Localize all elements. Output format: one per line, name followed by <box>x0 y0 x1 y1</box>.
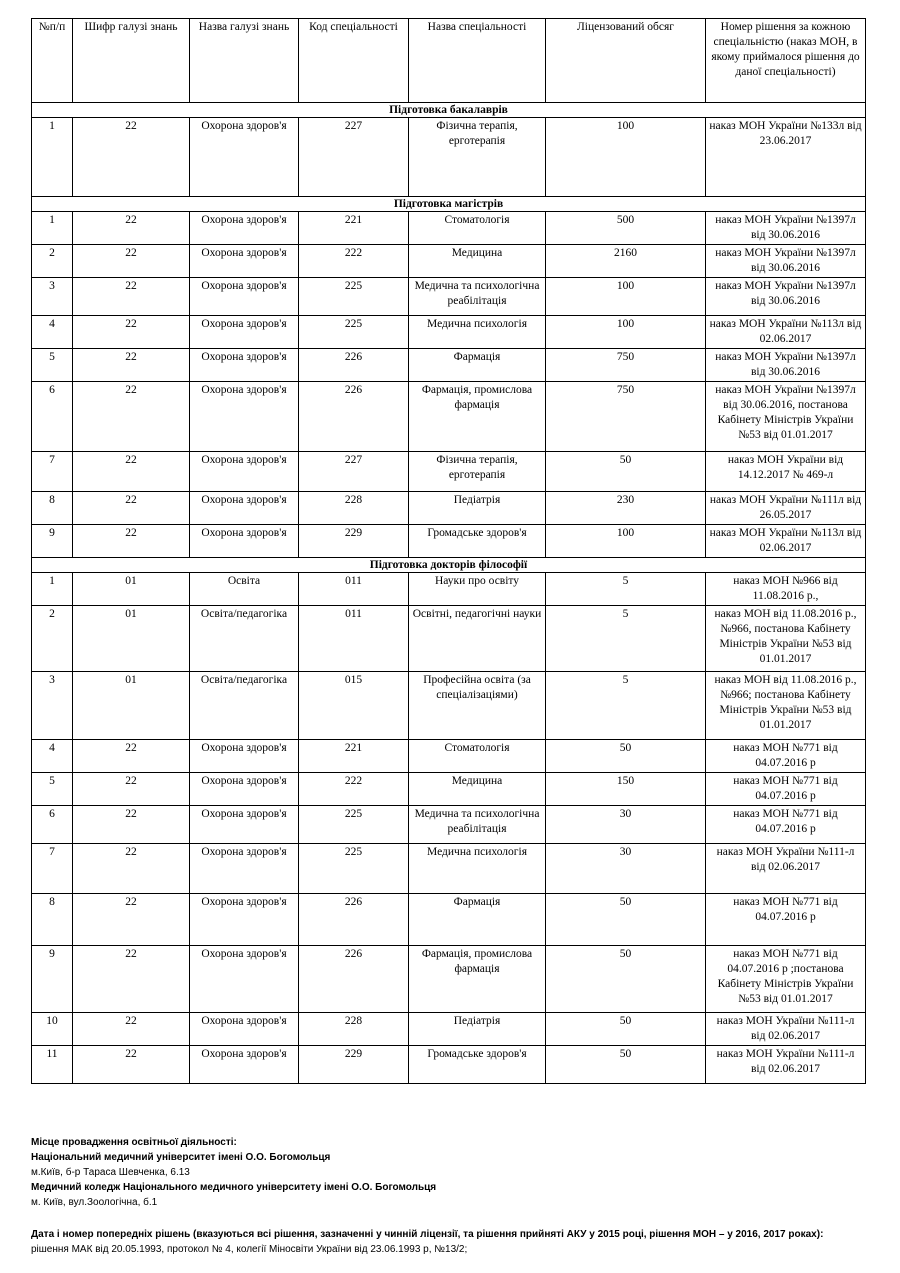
cell-row-number: 8 <box>32 894 73 946</box>
cell-licensed-volume: 100 <box>546 278 706 316</box>
section-row <box>32 558 866 573</box>
table-row <box>32 382 866 452</box>
cell-field-code: 22 <box>73 740 190 773</box>
cell-decision-number: наказ МОН України №113л від 02.06.2017 <box>706 316 866 349</box>
table-row <box>32 349 866 382</box>
cell-row-number: 2 <box>32 606 73 672</box>
cell-row-number: 1 <box>32 118 73 197</box>
table-row <box>32 492 866 525</box>
cell-field-name: Охорона здоров'я <box>190 212 299 245</box>
cell-row-number: 4 <box>32 740 73 773</box>
cell-licensed-volume: 500 <box>546 212 706 245</box>
cell-field-code: 22 <box>73 245 190 278</box>
cell-specialty-name: Медична та психологічна реабілітація <box>409 278 546 316</box>
cell-field-code: 22 <box>73 806 190 844</box>
cell-specialty-name: Фармація <box>409 349 546 382</box>
cell-licensed-volume: 5 <box>546 672 706 740</box>
cell-licensed-volume: 50 <box>546 1013 706 1046</box>
cell-field-name: Охорона здоров'я <box>190 1013 299 1046</box>
cell-licensed-volume: 230 <box>546 492 706 525</box>
table-row <box>32 806 866 844</box>
cell-row-number: 5 <box>32 773 73 806</box>
cell-specialty-code: 225 <box>299 806 409 844</box>
cell-specialty-code: 228 <box>299 1013 409 1046</box>
cell-row-number: 7 <box>32 844 73 894</box>
cell-field-name: Охорона здоров'я <box>190 806 299 844</box>
cell-field-code: 01 <box>73 672 190 740</box>
cell-decision-number: наказ МОН від 11.08.2016 р., №966, постанова Кабінету Міністрів України №53 від 01.01.2017 <box>706 606 866 672</box>
cell-specialty-name: Фізична терапія, ерготерапія <box>409 118 546 197</box>
cell-row-number: 2 <box>32 245 73 278</box>
cell-field-code: 22 <box>73 212 190 245</box>
cell-specialty-name: Педіатрія <box>409 1013 546 1046</box>
cell-field-name: Охорона здоров'я <box>190 278 299 316</box>
cell-field-name: Освіта/педагогіка <box>190 606 299 672</box>
header-field-name: Назва галузі знань <box>190 19 299 103</box>
cell-specialty-name: Громадське здоров'я <box>409 525 546 558</box>
cell-decision-number: наказ МОН України №111-л від 02.06.2017 <box>706 1046 866 1084</box>
table-row <box>32 773 866 806</box>
cell-decision-number: наказ МОН №966 від 11.08.2016 р., <box>706 573 866 606</box>
university-name: Національний медичний університет імені О.О. Богомольця <box>31 1152 331 1163</box>
cell-licensed-volume: 750 <box>546 382 706 452</box>
previous-decisions-text: рішення МАК від 20.05.1993, протокол № 4, колегії Міносвіти України від 23.06.1993 р, №13/2; <box>31 1244 468 1255</box>
cell-row-number: 6 <box>32 382 73 452</box>
cell-field-name: Охорона здоров'я <box>190 1046 299 1084</box>
cell-field-code: 22 <box>73 773 190 806</box>
cell-field-name: Освіта/педагогіка <box>190 672 299 740</box>
place-label: Місце провадження освітньої діяльності: <box>31 1137 237 1148</box>
table-row <box>32 1046 866 1084</box>
table-row <box>32 573 866 606</box>
cell-decision-number: наказ МОН України №1397л від 30.06.2016 <box>706 245 866 278</box>
table-header-row <box>32 19 866 103</box>
table-row <box>32 844 866 894</box>
cell-specialty-name: Професійна освіта (за спеціалізаціями) <box>409 672 546 740</box>
cell-licensed-volume: 150 <box>546 773 706 806</box>
cell-field-code: 22 <box>73 844 190 894</box>
cell-specialty-name: Медична психологія <box>409 844 546 894</box>
cell-row-number: 1 <box>32 573 73 606</box>
cell-specialty-name: Громадське здоров'я <box>409 1046 546 1084</box>
cell-row-number: 3 <box>32 672 73 740</box>
cell-row-number: 11 <box>32 1046 73 1084</box>
cell-specialty-code: 222 <box>299 245 409 278</box>
footer <box>31 1135 881 1257</box>
table-row <box>32 212 866 245</box>
table-row <box>32 525 866 558</box>
table-row <box>32 894 866 946</box>
cell-decision-number: наказ МОН №771 від 04.07.2016 р <box>706 740 866 773</box>
cell-field-code: 22 <box>73 316 190 349</box>
cell-specialty-code: 228 <box>299 492 409 525</box>
cell-specialty-code: 221 <box>299 212 409 245</box>
cell-row-number: 8 <box>32 492 73 525</box>
cell-field-name: Охорона здоров'я <box>190 740 299 773</box>
cell-field-code: 22 <box>73 1046 190 1084</box>
cell-decision-number: наказ МОН України №1397л від 30.06.2016 <box>706 212 866 245</box>
table-row <box>32 245 866 278</box>
cell-field-code: 22 <box>73 118 190 197</box>
cell-licensed-volume: 100 <box>546 316 706 349</box>
cell-field-code: 22 <box>73 278 190 316</box>
cell-licensed-volume: 100 <box>546 525 706 558</box>
table-row <box>32 606 866 672</box>
cell-specialty-code: 227 <box>299 118 409 197</box>
cell-decision-number: наказ МОН України №111л від 26.05.2017 <box>706 492 866 525</box>
cell-specialty-code: 227 <box>299 452 409 492</box>
cell-decision-number: наказ МОН України №1397л від 30.06.2016, постанова Кабінету Міністрів України №53 від 01.01.2017 <box>706 382 866 452</box>
cell-decision-number: наказ МОН України №1397л від 30.06.2016 <box>706 349 866 382</box>
table-row <box>32 672 866 740</box>
cell-row-number: 9 <box>32 946 73 1013</box>
cell-row-number: 9 <box>32 525 73 558</box>
college-name: Медичний коледж Національного медичного університету імені О.О. Богомольця <box>31 1182 437 1193</box>
cell-specialty-code: 011 <box>299 573 409 606</box>
cell-specialty-code: 015 <box>299 672 409 740</box>
cell-specialty-code: 229 <box>299 525 409 558</box>
cell-decision-number: наказ МОН №771 від 04.07.2016 р <box>706 894 866 946</box>
cell-licensed-volume: 750 <box>546 349 706 382</box>
header-specialty-code: Код спеціальності <box>299 19 409 103</box>
cell-decision-number: наказ МОН України від 14.12.2017 № 469-л <box>706 452 866 492</box>
cell-field-name: Охорона здоров'я <box>190 118 299 197</box>
cell-field-name: Охорона здоров'я <box>190 492 299 525</box>
cell-specialty-code: 226 <box>299 349 409 382</box>
cell-specialty-code: 226 <box>299 946 409 1013</box>
cell-specialty-code: 226 <box>299 894 409 946</box>
cell-field-code: 01 <box>73 606 190 672</box>
table-body <box>32 103 866 1084</box>
cell-licensed-volume: 50 <box>546 1046 706 1084</box>
cell-licensed-volume: 30 <box>546 806 706 844</box>
cell-decision-number: наказ МОН №771 від 04.07.2016 р ;постанова Кабінету Міністрів України №53 від 01.01.2017 <box>706 946 866 1013</box>
cell-specialty-name: Медицина <box>409 245 546 278</box>
cell-specialty-code: 222 <box>299 773 409 806</box>
cell-field-code: 22 <box>73 894 190 946</box>
section-row <box>32 103 866 118</box>
cell-specialty-name: Медицина <box>409 773 546 806</box>
cell-decision-number: наказ МОН України №111-л від 02.06.2017 <box>706 1013 866 1046</box>
header-number: №п/п <box>32 19 73 103</box>
cell-specialty-code: 229 <box>299 1046 409 1084</box>
table-row <box>32 452 866 492</box>
cell-field-name: Охорона здоров'я <box>190 894 299 946</box>
cell-specialty-name: Фармація, промислова фармація <box>409 946 546 1013</box>
cell-row-number: 5 <box>32 349 73 382</box>
cell-specialty-code: 011 <box>299 606 409 672</box>
cell-licensed-volume: 5 <box>546 606 706 672</box>
cell-field-name: Охорона здоров'я <box>190 382 299 452</box>
table-row <box>32 946 866 1013</box>
university-address: м.Київ, б-р Тараса Шевченка, 6.13 <box>31 1167 190 1178</box>
cell-licensed-volume: 50 <box>546 740 706 773</box>
cell-field-name: Охорона здоров'я <box>190 844 299 894</box>
header-decision-number: Номер рішення за кожною спеціальністю (наказ МОН, в якому приймалося рішення до даної спеціальності) <box>706 19 866 103</box>
cell-specialty-code: 226 <box>299 382 409 452</box>
cell-field-name: Охорона здоров'я <box>190 245 299 278</box>
table-row <box>32 118 866 197</box>
section-row <box>32 197 866 212</box>
table-row <box>32 1013 866 1046</box>
cell-specialty-name: Фармація <box>409 894 546 946</box>
cell-decision-number: наказ МОН від 11.08.2016 р., №966; постанова Кабінету Міністрів України №53 від 01.01.2017 <box>706 672 866 740</box>
cell-field-code: 22 <box>73 946 190 1013</box>
cell-field-name: Охорона здоров'я <box>190 452 299 492</box>
cell-specialty-name: Медична та психологічна реабілітація <box>409 806 546 844</box>
cell-decision-number: наказ МОН України №111-л від 02.06.2017 <box>706 844 866 894</box>
cell-licensed-volume: 100 <box>546 118 706 197</box>
header-licensed-volume: Ліцензований обсяг <box>546 19 706 103</box>
header-field-code: Шифр галузі знань <box>73 19 190 103</box>
cell-row-number: 1 <box>32 212 73 245</box>
cell-specialty-name: Фармація, промислова фармація <box>409 382 546 452</box>
previous-decisions-label: Дата і номер попередніх рішень (вказуються всі рішення, зазначенні у чинній ліцензії, та рішення прийняті АКУ у 2015 році, рішення МОН – у 2016, 2017 роках): <box>31 1229 824 1240</box>
cell-licensed-volume: 50 <box>546 894 706 946</box>
cell-decision-number: наказ МОН №771 від 04.07.2016 р <box>706 773 866 806</box>
cell-row-number: 7 <box>32 452 73 492</box>
cell-field-name: Охорона здоров'я <box>190 946 299 1013</box>
cell-field-code: 22 <box>73 1013 190 1046</box>
cell-specialty-code: 225 <box>299 316 409 349</box>
cell-field-name: Охорона здоров'я <box>190 525 299 558</box>
cell-decision-number: наказ МОН України №133л від 23.06.2017 <box>706 118 866 197</box>
cell-specialty-name: Фізична терапія, ерготерапія <box>409 452 546 492</box>
cell-field-code: 22 <box>73 525 190 558</box>
licensing-table <box>31 18 866 1084</box>
cell-specialty-code: 221 <box>299 740 409 773</box>
cell-field-name: Охорона здоров'я <box>190 773 299 806</box>
cell-field-code: 22 <box>73 492 190 525</box>
cell-specialty-name: Освітні, педагогічні науки <box>409 606 546 672</box>
cell-specialty-code: 225 <box>299 844 409 894</box>
cell-licensed-volume: 5 <box>546 573 706 606</box>
cell-licensed-volume: 2160 <box>546 245 706 278</box>
cell-row-number: 3 <box>32 278 73 316</box>
cell-field-name: Охорона здоров'я <box>190 349 299 382</box>
cell-licensed-volume: 30 <box>546 844 706 894</box>
table-row <box>32 316 866 349</box>
cell-field-code: 22 <box>73 382 190 452</box>
section-title: Підготовка бакалаврів <box>32 103 866 118</box>
cell-specialty-name: Стоматологія <box>409 212 546 245</box>
cell-specialty-code: 225 <box>299 278 409 316</box>
cell-field-code: 22 <box>73 349 190 382</box>
college-address: м. Київ, вул.Зоологічна, б.1 <box>31 1197 158 1208</box>
cell-row-number: 6 <box>32 806 73 844</box>
cell-specialty-name: Педіатрія <box>409 492 546 525</box>
cell-specialty-name: Стоматологія <box>409 740 546 773</box>
cell-row-number: 10 <box>32 1013 73 1046</box>
section-title: Підготовка докторів філософії <box>32 558 866 573</box>
cell-specialty-name: Науки про освіту <box>409 573 546 606</box>
table-row <box>32 278 866 316</box>
cell-decision-number: наказ МОН України №1397л від 30.06.2016 <box>706 278 866 316</box>
cell-decision-number: наказ МОН №771 від 04.07.2016 р <box>706 806 866 844</box>
header-specialty-name: Назва спеціальності <box>409 19 546 103</box>
cell-row-number: 4 <box>32 316 73 349</box>
cell-licensed-volume: 50 <box>546 946 706 1013</box>
cell-decision-number: наказ МОН України №113л від 02.06.2017 <box>706 525 866 558</box>
cell-field-code: 22 <box>73 452 190 492</box>
cell-field-name: Освіта <box>190 573 299 606</box>
cell-field-name: Охорона здоров'я <box>190 316 299 349</box>
cell-licensed-volume: 50 <box>546 452 706 492</box>
table-row <box>32 740 866 773</box>
cell-field-code: 01 <box>73 573 190 606</box>
section-title: Підготовка магістрів <box>32 197 866 212</box>
cell-specialty-name: Медична психологія <box>409 316 546 349</box>
